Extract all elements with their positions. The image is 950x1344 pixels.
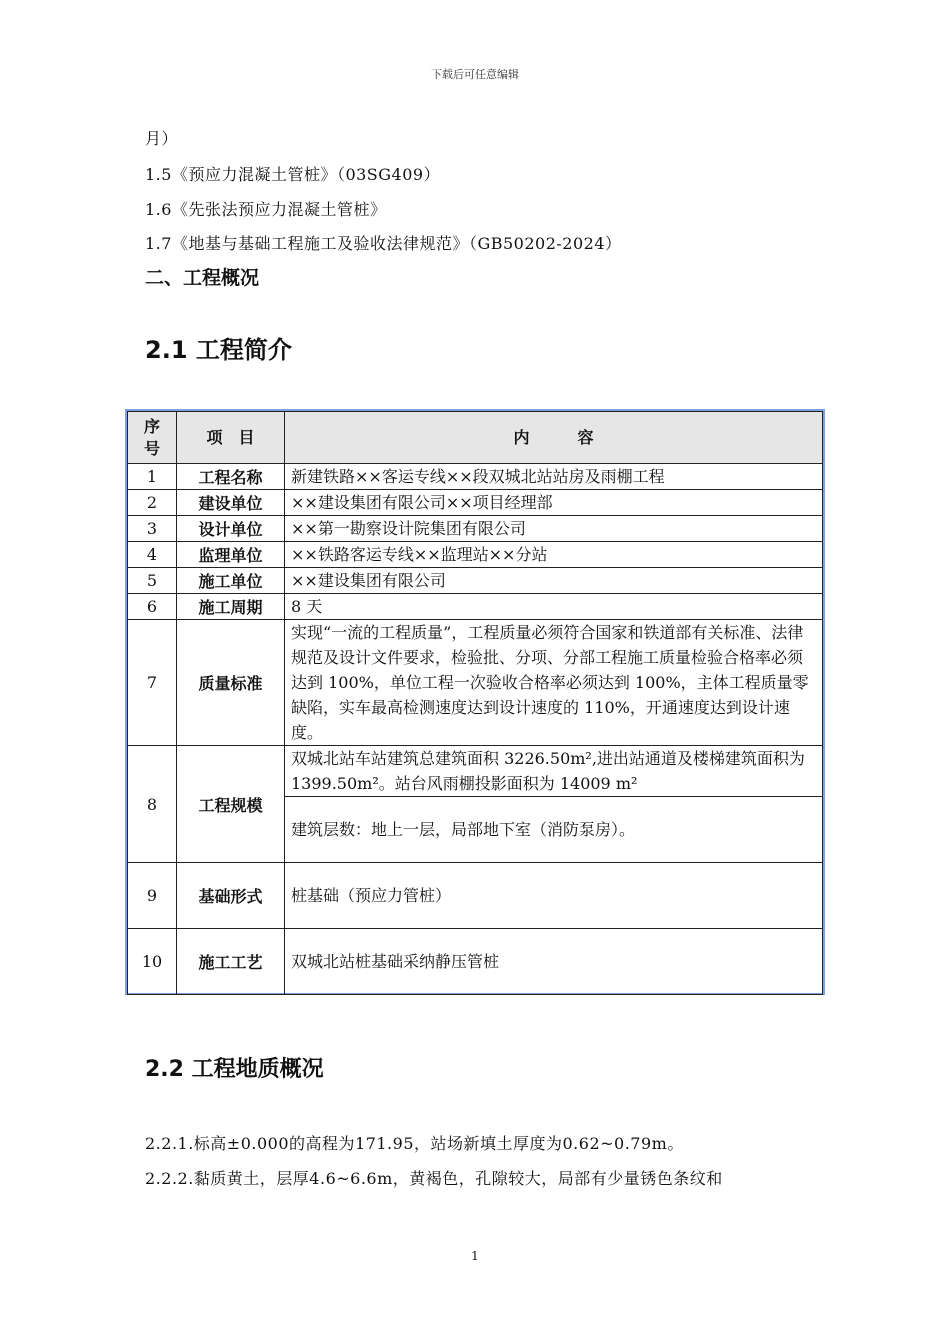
row-content: 双城北站桩基础采纳静压管桩 [285, 929, 823, 995]
subsection-title-2-2: 2.2 工程地质概况 [145, 1057, 324, 1082]
row-item: 工程名称 [177, 464, 285, 490]
row-content: ××建设集团有限公司××项目经理部 [285, 490, 823, 516]
header-note: 下载后可任意编辑 [431, 68, 519, 81]
row-no: 5 [128, 568, 177, 594]
project-summary-table [125, 409, 825, 995]
row-no: 10 [128, 929, 177, 995]
table-row [128, 568, 823, 594]
row-item: 监理单位 [177, 542, 285, 568]
row-no: 2 [128, 490, 177, 516]
table-row [128, 464, 823, 490]
section-title: 二、工程概况 [145, 267, 260, 289]
row-no: 9 [128, 863, 177, 929]
subsection-title-2-1: 2.1 工程简介 [145, 336, 292, 364]
table-row [128, 490, 823, 516]
intro-line: 月） [145, 129, 179, 148]
row-content: 桩基础（预应力管桩） [285, 863, 823, 929]
geo-line: 2.2.1.标高±0.000的高程为171.95，站场新填土厚度为0.62~0.79m。 [145, 1134, 684, 1153]
row-item: 施工工艺 [177, 929, 285, 995]
row-content-area: 双城北站车站建筑总建筑面积 3226.50m²,进出站通道及楼梯建筑面积为 1399.50m²。站台风雨棚投影面积为 14009 m² [285, 746, 823, 797]
header-content: 内 容 [285, 412, 823, 464]
row-item: 质量标准 [177, 620, 285, 746]
header-item: 项 目 [177, 412, 285, 464]
header-no: 序号 [128, 412, 177, 464]
table-row [128, 863, 823, 929]
row-content: ××第一勘察设计院集团有限公司 [285, 516, 823, 542]
table-row [128, 594, 823, 620]
table-row [128, 746, 823, 797]
intro-line: 1.5《预应力混凝土管桩》（03SG409） [145, 165, 441, 184]
intro-line: 1.7《地基与基础工程施工及验收法律规范》（GB50202-2024） [145, 234, 622, 253]
row-content: 新建铁路××客运专线××段双城北站站房及雨棚工程 [285, 464, 823, 490]
intro-line: 1.6《先张法预应力混凝土管桩》 [145, 200, 387, 219]
row-item: 基础形式 [177, 863, 285, 929]
row-no: 6 [128, 594, 177, 620]
row-content: 实现“一流的工程质量”，工程质量必须符合国家和铁道部有关标准、法律规范及设计文件要求，检验批、分项、分部工程施工质量检验合格率必须达到 100%，单位工程一次验收合格率必须达到 100%，主体工程质量零缺陷，实车最高检测速度达到设计速度的 110%，开通速度达到设计速度。 [285, 620, 823, 746]
row-content: 8 天 [285, 594, 823, 620]
row-item: 设计单位 [177, 516, 285, 542]
table-row [128, 542, 823, 568]
row-no: 3 [128, 516, 177, 542]
row-no: 7 [128, 620, 177, 746]
table-row [128, 516, 823, 542]
row-no: 1 [128, 464, 177, 490]
row-item: 施工周期 [177, 594, 285, 620]
row-content: ××铁路客运专线××监理站××分站 [285, 542, 823, 568]
row-content-floors: 建筑层数：地上一层，局部地下室（消防泵房）。 [285, 797, 823, 863]
row-item: 建设单位 [177, 490, 285, 516]
page-number: 1 [471, 1249, 479, 1263]
table-row [128, 620, 823, 746]
row-item: 施工单位 [177, 568, 285, 594]
row-content: ××建设集团有限公司 [285, 568, 823, 594]
table-row [128, 929, 823, 995]
row-no: 8 [128, 746, 177, 863]
row-no: 4 [128, 542, 177, 568]
geo-line: 2.2.2.黏质黄土，层厚4.6~6.6m，黄褐色，孔隙较大，局部有少量锈色条纹和 [145, 1169, 723, 1188]
row-item: 工程规模 [177, 746, 285, 863]
